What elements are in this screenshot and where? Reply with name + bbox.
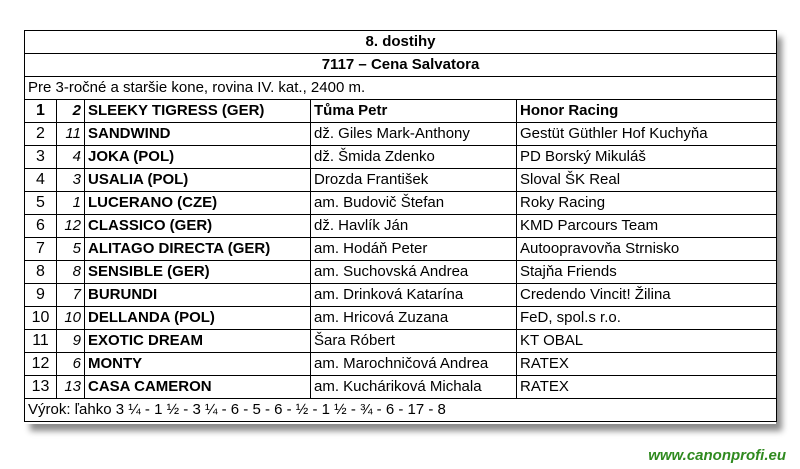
position-cell: 2 <box>25 123 57 146</box>
owner-cell: Honor Racing <box>517 100 777 123</box>
result-row <box>25 123 777 146</box>
start-number-cell: 13 <box>57 376 85 399</box>
result-row <box>25 330 777 353</box>
start-number-cell: 4 <box>57 146 85 169</box>
horse-name-cell: JOKA (POL) <box>85 146 311 169</box>
jockey-cell: am. Drinková Katarína <box>311 284 517 307</box>
result-row <box>25 284 777 307</box>
jockey-cell: am. Suchovská Andrea <box>311 261 517 284</box>
horse-name-cell: SLEEKY TIGRESS (GER) <box>85 100 311 123</box>
race-conditions: Pre 3-ročné a staršie kone, rovina IV. kat., 2400 m. <box>25 77 777 100</box>
horse-name-cell: EXOTIC DREAM <box>85 330 311 353</box>
start-number-cell: 11 <box>57 123 85 146</box>
start-number-cell: 6 <box>57 353 85 376</box>
owner-cell: KT OBAL <box>517 330 777 353</box>
horse-name-cell: SENSIBLE (GER) <box>85 261 311 284</box>
owner-cell: RATEX <box>517 353 777 376</box>
position-cell: 5 <box>25 192 57 215</box>
horse-name-cell: ALITAGO DIRECTA (GER) <box>85 238 311 261</box>
start-number-cell: 7 <box>57 284 85 307</box>
jockey-cell: am. Budovič Štefan <box>311 192 517 215</box>
result-row <box>25 261 777 284</box>
race-title: 7117 – Cena Salvatora <box>25 54 777 77</box>
horse-name-cell: DELLANDA (POL) <box>85 307 311 330</box>
horse-name-cell: LUCERANO (CZE) <box>85 192 311 215</box>
jockey-cell: Šara Róbert <box>311 330 517 353</box>
position-cell: 3 <box>25 146 57 169</box>
position-cell: 4 <box>25 169 57 192</box>
horse-name-cell: CLASSICO (GER) <box>85 215 311 238</box>
result-row <box>25 353 777 376</box>
position-cell: 1 <box>25 100 57 123</box>
horse-name-cell: MONTY <box>85 353 311 376</box>
jockey-cell: am. Marochničová Andrea <box>311 353 517 376</box>
horse-name-cell: USALIA (POL) <box>85 169 311 192</box>
horse-name-cell: CASA CAMERON <box>85 376 311 399</box>
result-row <box>25 169 777 192</box>
position-cell: 12 <box>25 353 57 376</box>
owner-cell: PD Borský Mikuláš <box>517 146 777 169</box>
start-number-cell: 1 <box>57 192 85 215</box>
result-row <box>25 215 777 238</box>
results-table <box>24 30 777 422</box>
position-cell: 11 <box>25 330 57 353</box>
watermark: www.canonprofi.eu <box>648 447 786 464</box>
position-cell: 8 <box>25 261 57 284</box>
jockey-cell: am. Hodáň Peter <box>311 238 517 261</box>
results-card <box>24 30 776 424</box>
position-cell: 9 <box>25 284 57 307</box>
race-number: 8. dostihy <box>25 31 777 54</box>
start-number-cell: 9 <box>57 330 85 353</box>
horse-name-cell: SANDWIND <box>85 123 311 146</box>
result-row <box>25 146 777 169</box>
jockey-cell: dž. Giles Mark-Anthony <box>311 123 517 146</box>
start-number-cell: 12 <box>57 215 85 238</box>
owner-cell: Autoopravovňa Strnisko <box>517 238 777 261</box>
position-cell: 13 <box>25 376 57 399</box>
owner-cell: RATEX <box>517 376 777 399</box>
result-row <box>25 307 777 330</box>
result-margins: Výrok: ľahko 3 ¼ - 1 ½ - 3 ¼ - 6 - 5 - 6 - ½ - 1 ½ - ¾ - 6 - 17 - 8 <box>25 399 777 422</box>
start-number-cell: 5 <box>57 238 85 261</box>
result-row <box>25 192 777 215</box>
start-number-cell: 2 <box>57 100 85 123</box>
owner-cell: Credendo Vincit! Žilina <box>517 284 777 307</box>
owner-cell: Roky Racing <box>517 192 777 215</box>
result-row <box>25 238 777 261</box>
jockey-cell: am. Hricová Zuzana <box>311 307 517 330</box>
position-cell: 10 <box>25 307 57 330</box>
position-cell: 6 <box>25 215 57 238</box>
start-number-cell: 3 <box>57 169 85 192</box>
owner-cell: Stajňa Friends <box>517 261 777 284</box>
owner-cell: FeD, spol.s r.o. <box>517 307 777 330</box>
result-row <box>25 376 777 399</box>
position-cell: 7 <box>25 238 57 261</box>
jockey-cell: dž. Havlík Ján <box>311 215 517 238</box>
owner-cell: KMD Parcours Team <box>517 215 777 238</box>
jockey-cell: dž. Šmida Zdenko <box>311 146 517 169</box>
jockey-cell: Drozda František <box>311 169 517 192</box>
start-number-cell: 8 <box>57 261 85 284</box>
jockey-cell: am. Kucháriková Michala <box>311 376 517 399</box>
result-row <box>25 100 777 123</box>
owner-cell: Gestüt Güthler Hof Kuchyňa <box>517 123 777 146</box>
start-number-cell: 10 <box>57 307 85 330</box>
jockey-cell: Tůma Petr <box>311 100 517 123</box>
owner-cell: Sloval ŠK Real <box>517 169 777 192</box>
horse-name-cell: BURUNDI <box>85 284 311 307</box>
